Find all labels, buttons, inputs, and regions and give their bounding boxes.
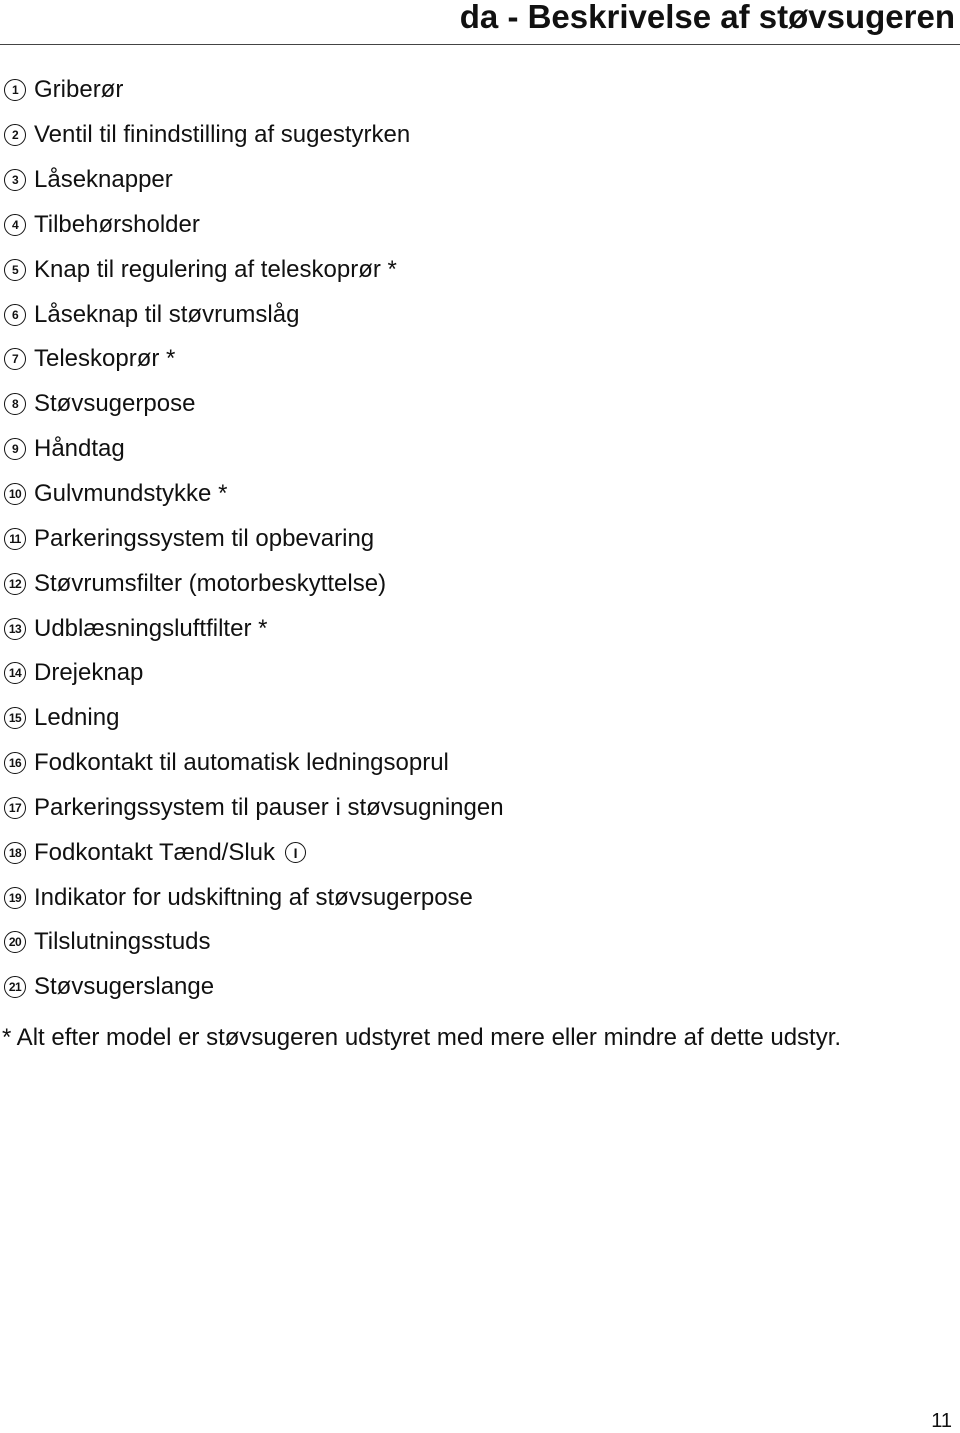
item-label: Parkeringssystem til pauser i støvsugningen [34, 793, 504, 821]
list-item [0, 247, 504, 292]
header-divider [0, 44, 960, 45]
item-number: 5 [4, 259, 26, 281]
item-label: Parkeringssystem til opbevaring [34, 524, 375, 552]
list-item [0, 741, 504, 786]
item-number: 4 [4, 214, 26, 236]
item-number: 6 [4, 304, 26, 326]
item-number: 9 [4, 438, 26, 460]
item-label: Indikator for udskiftning af støvsugerpose [34, 883, 473, 911]
item-number: 17 [4, 797, 26, 819]
item-number: 7 [4, 348, 26, 370]
item-label: Støvsugerslange [34, 973, 215, 1001]
list-item [0, 830, 504, 875]
list-item [0, 427, 504, 472]
list-item [0, 382, 504, 427]
page-number: 11 [931, 1410, 952, 1432]
item-label: Håndtag [34, 435, 125, 463]
list-item [0, 337, 504, 382]
item-label: Drejeknap [34, 659, 144, 687]
item-label: Støvrumsfilter (motorbeskyttelse) [34, 569, 387, 597]
item-label: Griberør [34, 76, 124, 104]
footnote: * Alt efter model er støvsugeren udstyret med mere eller mindre af dette udstyr. [2, 1024, 842, 1051]
list-item [0, 696, 504, 741]
item-number: 8 [4, 393, 26, 415]
list-item [0, 651, 504, 696]
item-number: 3 [4, 169, 26, 191]
item-label: Tilbehørsholder [34, 210, 200, 238]
list-item [0, 965, 504, 1010]
item-number: 15 [4, 707, 26, 729]
list-item [0, 606, 504, 651]
list-item [0, 516, 504, 561]
power-icon: I [285, 842, 306, 863]
item-number: 13 [4, 618, 26, 640]
item-label: Fodkontakt til automatisk ledningsoprul [34, 749, 449, 777]
item-label: Låseknap til støvrumslåg [34, 300, 300, 328]
list-item [0, 786, 504, 831]
item-label: Ventil til finindstilling af sugestyrken [34, 121, 411, 149]
list-item [0, 203, 504, 248]
item-number: 21 [4, 976, 26, 998]
item-number: 16 [4, 752, 26, 774]
item-label: Støvsugerpose [34, 390, 196, 418]
item-label: Gulvmundstykke * [34, 480, 228, 508]
list-item [0, 158, 504, 203]
item-number: 20 [4, 931, 26, 953]
list-item [0, 561, 504, 606]
item-number: 19 [4, 887, 26, 909]
item-label: Knap til regulering af teleskoprør * [34, 255, 397, 283]
item-label: Ledning [34, 704, 120, 732]
list-item [0, 113, 504, 158]
page-title: da - Beskrivelse af støvsugeren [459, 0, 955, 35]
item-number: 10 [4, 483, 26, 505]
item-label: Teleskoprør * [34, 345, 176, 373]
item-number: 1 [4, 79, 26, 101]
list-item [0, 920, 504, 965]
item-number: 18 [4, 842, 26, 864]
parts-legend [0, 68, 504, 1010]
list-item [0, 68, 504, 113]
item-label: Låseknapper [34, 166, 173, 194]
item-label: Tilslutningsstuds [34, 928, 211, 956]
item-number: 2 [4, 124, 26, 146]
item-number: 11 [4, 528, 26, 550]
item-number: 12 [4, 573, 26, 595]
list-item [0, 875, 504, 920]
item-label: Udblæsningsluftfilter * [34, 614, 268, 642]
item-number: 14 [4, 662, 26, 684]
list-item [0, 472, 504, 517]
item-label: Fodkontakt Tænd/Sluk [34, 838, 276, 866]
list-item [0, 292, 504, 337]
